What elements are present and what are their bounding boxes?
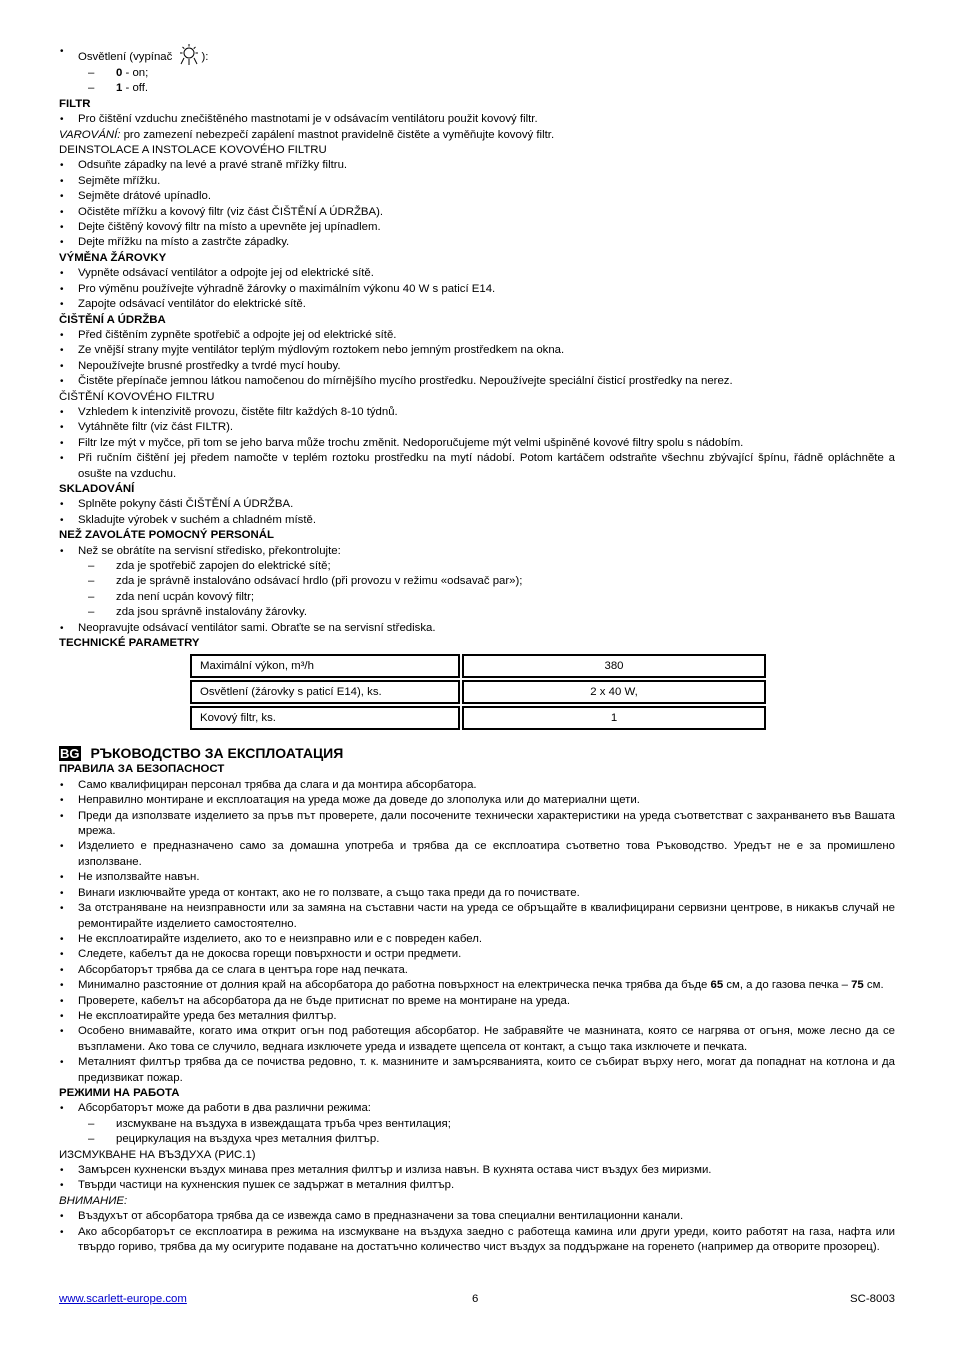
list-item: • Odsuňte západky na levé a pravé straně mřížky filtru. [59,158,895,173]
table-cell-value: 380 [462,654,766,678]
list-item: • Sejměte mřížku. [59,174,895,189]
list-item: • Само квалифициран персонал трябва да слага и да монтира абсорбатора. [59,778,895,793]
list-item: • Splněte pokyny části ČIŠTĚNÍ A ÚDRŽBA. [59,497,895,512]
tech-params-table [188,652,768,732]
table-row [190,680,766,704]
section-title: ИЗСМУКВАНЕ НА ВЪЗДУХА (РИС.1) [59,1148,256,1161]
section-title: ČIŠTĚNÍ A ÚDRŽBA [59,313,166,326]
page-footer [59,1292,895,1308]
list-item: • Vypněte odsávací ventilátor a odpojte jej od elektrické sítě. [59,266,895,281]
lighting-item: • Osvětlení (vypínač ): [59,44,895,66]
table-cell-key: Osvětlení (žárovky s paticí E14), ks. [190,680,460,704]
list-item: • Při ručním čištění jej předem namočte v teplém roztoku prostředku na mytí nádobí. Potom kartáčem odstraňte všechnu zbývající špínu, řádně opláchněte a osušte na vzduchu. [59,451,895,482]
page-number: 6 [472,1293,479,1305]
list-item: • Твърди частици на кухненския пушек се задържат в металния филтър. [59,1178,895,1193]
model-number: SC-8003 [850,1293,895,1305]
list-item: • Не експлоатирайте уреда без металния филтър. [59,1009,895,1024]
sub-item: – zda jsou správně instalovány žárovky. [59,605,895,620]
list-item: • Особено внимавайте, когато има открит огън под работещия абсорбатор. Не забравяйте че мазнината, която се нагрява от огъня, може лесно да се възпламени. Ако това се случило, веднага изключете уреда и извадете щепсела от контакт, а също така изключете и печката. [59,1024,895,1055]
section-title: TECHNICKÉ PARAMETRY [59,637,200,650]
list-item: • Nepoužívejte brusné prostředky a tvrdé mycí houby. [59,359,895,374]
list-item: • За отстраняване на неизправности или за замяна на съставни части на уреда се обръщайте в квалифицирани сервизни центрове, в никакъв случай не ремонтирайте изделието самостоятелно. [59,901,895,932]
sub-item: – изсмукване на въздуха в извеждащата тръба чрез вентилация; [59,1117,895,1132]
list-item: • Zapojte odsávací ventilátor do elektrické sítě. [59,297,895,312]
website-link[interactable]: www.scarlett-europe.com [59,1293,187,1305]
list-item: • Filtr lze mýt v myčce, při tom se jeho barva může trochu změnit. Nedoporučujeme mýt velmi ušpiněné kovové filtry spolu s nádobím. [59,436,895,451]
table-cell-key: Kovový filtr, ks. [190,706,460,730]
list-item: • Čistěte přepínače jemnou látkou namočenou do mírnějšího mycího prostředku. Nepoužívejte speciální čisticí prostředky na nerez. [59,374,895,389]
list-item: • Винаги изключвайте уреда от контакт, ако не го ползвате, а също така преди да го почиствате. [59,886,895,901]
page-title: РЪКОВОДСТВО ЗА ЕКСПЛОАТАЦИЯ [90,745,344,762]
list-item: • Замърсен кухненски въздух минава през металния филтър и излиза навън. В кухнята остава чист въздух без миризми. [59,1163,895,1178]
list-item: • Pro výměnu používejte výhradně žárovky o maximálním výkonu 40 W s paticí E14. [59,282,895,297]
list-item: • Не експлоатирайте изделието, ако то е неизправно или е с повреден кабел. [59,932,895,947]
lighting-option-on: – 0 - on; [59,66,895,81]
table-cell-value: 2 x 40 W, [462,680,766,704]
section-title: ČIŠTĚNÍ KOVOVÉHO FILTRU [59,390,215,403]
sub-item: – zda není ucpán kovový filtr; [59,590,895,605]
section-title: FILTR [59,97,91,110]
table-row [190,706,766,730]
light-icon [176,44,202,66]
warning-note: VAROVÁNÍ: pro zamezení nebezpečí zapálení mastnot pravidelně čistěte a vyměňujte kovový filtr. [59,128,555,141]
list-item: • Skladujte výrobek v suchém a chladném místě. [59,513,895,528]
list-item: • Pro čištění vzduchu znečištěného mastnotami je v odsávacím ventilátoru použit kovový filtr. [59,112,895,127]
list-item: • Въздухът от абсорбатора трябва да се извежда само в предназначени за това специални вентилационни канали. [59,1209,895,1224]
list-item: • Dejte mřížku na místo a zastrčte západky. [59,235,895,250]
section-title: NEŽ ZAVOLÁTE POMOCNÝ PERSONÁL [59,529,274,542]
section-title: DEINSTOLACE A INSTOLACE KOVOVÉHO FILTRU [59,144,327,157]
list-item: • Sejměte drátové upínadlo. [59,189,895,204]
section-title: VÝMĚNA ŽÁROVKY [59,251,167,264]
list-item: • Минимално разстояние от долния край на абсорбатора до работна повърхност на електрическа печка трябва да бъде 65 см, а до газова печка – 75 см. [59,978,895,993]
list-item: • Očistěte mřížku a kovový filtr (viz část ČIŠTĚNÍ A ÚDRŽBA). [59,205,895,220]
sub-item: – zda je spotřebič zapojen do elektrické sítě; [59,559,895,574]
list-item: • Před čištěním zypněte spotřebič a odpojte jej od elektrické sítě. [59,328,895,343]
list-item: • Преди да използвате изделието за пръв път проверете, дали посочените технически характеристики на уреда съответстват с захранването във Вашата мрежа. [59,809,895,840]
list-item: • Следете, кабелът да не докосва горещи повърхности и остри предмети. [59,947,895,962]
bg-section-heading [59,744,895,762]
table-cell-value: 1 [462,706,766,730]
lighting-option-off: – 1 - off. [59,81,895,96]
section-title: РЕЖИМИ НА РАБОТА [59,1086,180,1099]
list-item: • Абсорбаторът може да работи в два различни режима: [59,1101,895,1116]
list-item: • Neopravujte odsávací ventilátor sami. Obraťte se na servisní střediska. [59,621,895,636]
table-cell-key: Maximální výkon, m³/h [190,654,460,678]
section-title: ПРАВИЛА ЗА БЕЗОПАСНОСТ [59,763,225,776]
list-item: • Dejte čištěný kovový filtr na místo a upevněte jej upínadlem. [59,220,895,235]
sub-item: – рециркулация на въздуха чрез металния филтър. [59,1132,895,1147]
list-item: • Ако абсорбаторът се експлоатира в режима на изсмукване на въздуха заедно с работеща камина или други уреди, които работят на газа, нафта или твърдо гориво, трябва да му осигурите подаване на достатъчно количество чист въздух за поддържане на горенето (например да отворите прозорец). [59,1225,895,1256]
list-item: • Vytáhněte filtr (viz část FILTR). [59,420,895,435]
attention-label: ВНИМАНИЕ: [59,1194,128,1207]
list-item: • Не използвайте навън. [59,870,895,885]
list-item: • Проверете, кабелът на абсорбатора да не бъде притиснат по време на монтиране на уреда. [59,994,895,1009]
list-item: • Vzhledem k intenzivitě provozu, čistěte filtr každých 8-10 týdnů. [59,405,895,420]
list-item: • Неправилно монтиране и експлоатация на уреда може да доведе до злополука или до материални щети. [59,793,895,808]
manual-page [59,44,895,1255]
list-item: • Ze vnější strany myjte ventilátor teplým mýdlovým roztokem nebo jemným prostředkem na okna. [59,343,895,358]
list-item: • Изделието е предназначено само за домашна употреба и трябва да се експлоатира съответно това Ръководство. Уредът не е за промишлено използване. [59,839,895,870]
list-item: • Абсорбаторът трябва да се слага в центъра горе над печката. [59,963,895,978]
table-row [190,654,766,678]
language-badge: BG [60,746,80,762]
list-item: • Металният филтър трябва да се почиства редовно, т. к. мазнините и замърсяванията, които се събират върху него, могат да попаднат на котлона и да предизвикат пожар. [59,1055,895,1086]
sub-item: – zda je správně instalováno odsávací hrdlo (při provozu v režimu «odsavač par»); [59,574,895,589]
section-title: SKLADOVÁNÍ [59,482,135,495]
list-item: • Než se obrátíte na servisní středisko, překontrolujte: [59,544,895,559]
